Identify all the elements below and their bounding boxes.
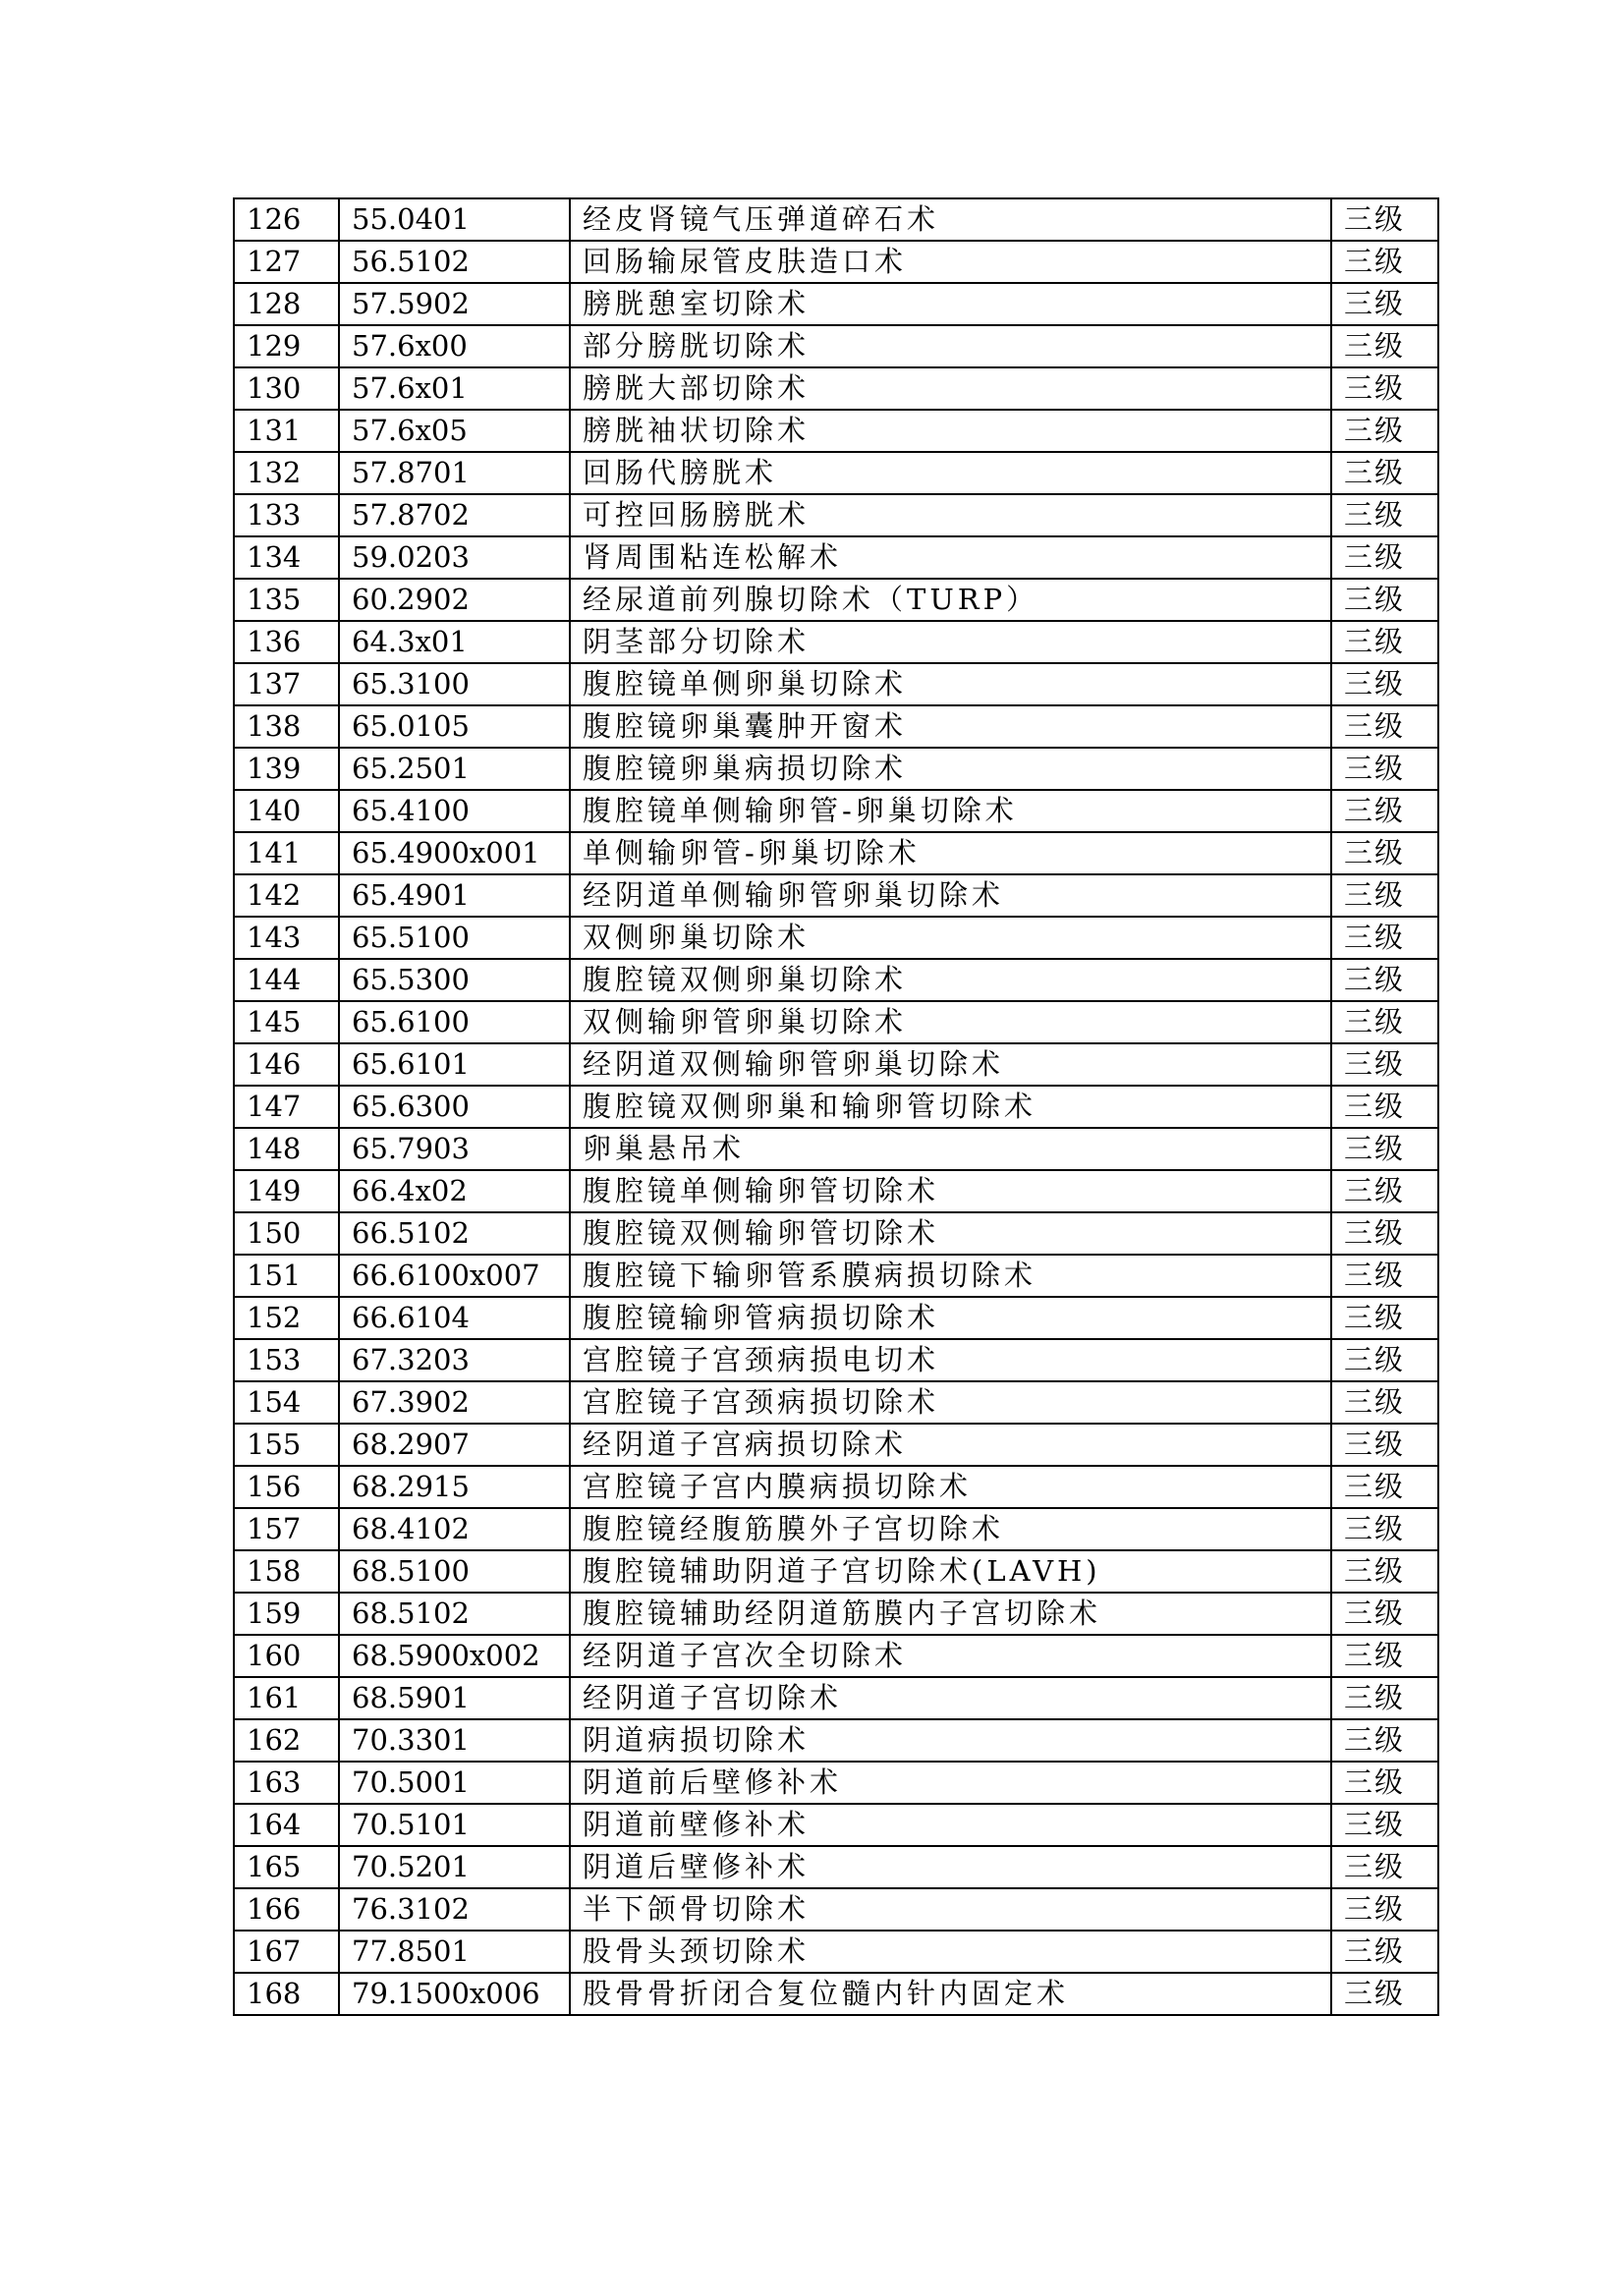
- table-row: [234, 621, 1438, 663]
- row-number-cell: 129: [234, 325, 339, 367]
- row-number-cell: 139: [234, 748, 339, 790]
- procedure-name-cell: 腹腔镜卵巢病损切除术: [570, 748, 1331, 790]
- procedure-code-cell: 65.7903: [339, 1128, 570, 1170]
- surgery-level-cell: 三级: [1331, 1086, 1438, 1128]
- row-number-cell: 145: [234, 1001, 339, 1043]
- procedure-name-cell: 膀胱袖状切除术: [570, 410, 1331, 452]
- procedure-code-cell: 68.4102: [339, 1508, 570, 1550]
- surgery-level-cell: 三级: [1331, 241, 1438, 283]
- surgery-level-cell: 三级: [1331, 579, 1438, 621]
- procedure-code-cell: 65.5300: [339, 959, 570, 1001]
- surgery-level-cell: 三级: [1331, 1550, 1438, 1593]
- row-number-cell: 157: [234, 1508, 339, 1550]
- procedure-code-cell: 66.6100x007: [339, 1255, 570, 1297]
- table-row: [234, 1001, 1438, 1043]
- table-row: [234, 241, 1438, 283]
- table-row: [234, 198, 1438, 241]
- procedure-name-cell: 腹腔镜单侧卵巢切除术: [570, 663, 1331, 705]
- surgery-level-cell: 三级: [1331, 452, 1438, 494]
- procedure-code-cell: 65.5100: [339, 917, 570, 959]
- procedure-code-cell: 57.6x01: [339, 367, 570, 410]
- procedure-name-cell: 经阴道子宫切除术: [570, 1677, 1331, 1719]
- table-row: [234, 874, 1438, 917]
- row-number-cell: 153: [234, 1339, 339, 1381]
- procedure-code-cell: 57.6x05: [339, 410, 570, 452]
- procedure-name-cell: 腹腔镜单侧输卵管-卵巢切除术: [570, 790, 1331, 832]
- surgery-level-cell: 三级: [1331, 325, 1438, 367]
- surgery-level-cell: 三级: [1331, 1170, 1438, 1212]
- surgery-level-cell: 三级: [1331, 1381, 1438, 1424]
- procedure-name-cell: 腹腔镜单侧输卵管切除术: [570, 1170, 1331, 1212]
- procedure-name-cell: 阴道病损切除术: [570, 1719, 1331, 1762]
- procedure-name-cell: 半下颌骨切除术: [570, 1888, 1331, 1931]
- surgery-level-cell: 三级: [1331, 1719, 1438, 1762]
- procedure-code-cell: 66.5102: [339, 1212, 570, 1255]
- table-row: [234, 1846, 1438, 1888]
- procedure-name-cell: 卵巢悬吊术: [570, 1128, 1331, 1170]
- procedure-code-cell: 77.8501: [339, 1931, 570, 1973]
- procedure-code-cell: 65.4100: [339, 790, 570, 832]
- surgery-level-cell: 三级: [1331, 1593, 1438, 1635]
- procedure-code-cell: 65.6100: [339, 1001, 570, 1043]
- row-number-cell: 143: [234, 917, 339, 959]
- row-number-cell: 136: [234, 621, 339, 663]
- procedure-name-cell: 经尿道前列腺切除术（TURP）: [570, 579, 1331, 621]
- table-row: [234, 1677, 1438, 1719]
- procedure-name-cell: 腹腔镜下输卵管系膜病损切除术: [570, 1255, 1331, 1297]
- procedure-code-cell: 56.5102: [339, 241, 570, 283]
- surgery-level-cell: 三级: [1331, 494, 1438, 536]
- row-number-cell: 127: [234, 241, 339, 283]
- surgery-level-cell: 三级: [1331, 621, 1438, 663]
- table-row: [234, 1255, 1438, 1297]
- table-row: [234, 1086, 1438, 1128]
- table-row: [234, 1424, 1438, 1466]
- row-number-cell: 128: [234, 283, 339, 325]
- procedure-code-cell: 60.2902: [339, 579, 570, 621]
- procedure-code-cell: 65.2501: [339, 748, 570, 790]
- table-row: [234, 1804, 1438, 1846]
- row-number-cell: 135: [234, 579, 339, 621]
- row-number-cell: 161: [234, 1677, 339, 1719]
- table-row: [234, 1381, 1438, 1424]
- row-number-cell: 142: [234, 874, 339, 917]
- procedure-code-cell: 67.3203: [339, 1339, 570, 1381]
- surgery-level-cell: 三级: [1331, 1339, 1438, 1381]
- surgery-level-cell: 三级: [1331, 1466, 1438, 1508]
- surgery-level-cell: 三级: [1331, 536, 1438, 579]
- procedure-name-cell: 阴茎部分切除术: [570, 621, 1331, 663]
- table-row: [234, 917, 1438, 959]
- surgery-level-cell: 三级: [1331, 1424, 1438, 1466]
- row-number-cell: 138: [234, 705, 339, 748]
- surgery-level-cell: 三级: [1331, 1846, 1438, 1888]
- procedure-code-cell: 57.8701: [339, 452, 570, 494]
- row-number-cell: 152: [234, 1297, 339, 1339]
- procedure-name-cell: 阴道前壁修补术: [570, 1804, 1331, 1846]
- procedure-name-cell: 腹腔镜辅助经阴道筋膜内子宫切除术: [570, 1593, 1331, 1635]
- procedure-code-cell: 67.3902: [339, 1381, 570, 1424]
- surgery-level-cell: 三级: [1331, 748, 1438, 790]
- surgery-level-cell: 三级: [1331, 410, 1438, 452]
- surgery-level-cell: 三级: [1331, 1255, 1438, 1297]
- procedure-name-cell: 回肠代膀胱术: [570, 452, 1331, 494]
- table-row: [234, 1466, 1438, 1508]
- procedure-name-cell: 腹腔镜卵巢囊肿开窗术: [570, 705, 1331, 748]
- procedure-name-cell: 腹腔镜双侧卵巢和输卵管切除术: [570, 1086, 1331, 1128]
- row-number-cell: 160: [234, 1635, 339, 1677]
- table-row: [234, 1635, 1438, 1677]
- row-number-cell: 131: [234, 410, 339, 452]
- procedure-name-cell: 经皮肾镜气压弹道碎石术: [570, 198, 1331, 241]
- procedure-name-cell: 腹腔镜双侧输卵管切除术: [570, 1212, 1331, 1255]
- procedure-name-cell: 经阴道双侧输卵管卵巢切除术: [570, 1043, 1331, 1086]
- procedure-name-cell: 腹腔镜输卵管病损切除术: [570, 1297, 1331, 1339]
- row-number-cell: 150: [234, 1212, 339, 1255]
- row-number-cell: 126: [234, 198, 339, 241]
- procedure-name-cell: 回肠输尿管皮肤造口术: [570, 241, 1331, 283]
- surgery-level-cell: 三级: [1331, 917, 1438, 959]
- procedure-name-cell: 经阴道子宫次全切除术: [570, 1635, 1331, 1677]
- surgery-level-cell: 三级: [1331, 1128, 1438, 1170]
- table-row: [234, 959, 1438, 1001]
- row-number-cell: 148: [234, 1128, 339, 1170]
- procedure-code-cell: 65.6101: [339, 1043, 570, 1086]
- row-number-cell: 163: [234, 1762, 339, 1804]
- procedure-code-cell: 68.5900x002: [339, 1635, 570, 1677]
- row-number-cell: 146: [234, 1043, 339, 1086]
- surgery-level-cell: 三级: [1331, 959, 1438, 1001]
- row-number-cell: 159: [234, 1593, 339, 1635]
- procedure-code-cell: 57.6x00: [339, 325, 570, 367]
- procedure-code-cell: 68.5901: [339, 1677, 570, 1719]
- table-row: [234, 1762, 1438, 1804]
- row-number-cell: 165: [234, 1846, 339, 1888]
- procedure-code-cell: 65.4900x001: [339, 832, 570, 874]
- row-number-cell: 155: [234, 1424, 339, 1466]
- surgery-level-cell: 三级: [1331, 705, 1438, 748]
- table-row: [234, 1339, 1438, 1381]
- procedure-code-cell: 68.2907: [339, 1424, 570, 1466]
- table-row: [234, 1212, 1438, 1255]
- procedure-code-cell: 59.0203: [339, 536, 570, 579]
- table-row: [234, 367, 1438, 410]
- procedure-name-cell: 宫腔镜子宫颈病损切除术: [570, 1381, 1331, 1424]
- surgery-level-cell: 三级: [1331, 1043, 1438, 1086]
- procedure-code-cell: 76.3102: [339, 1888, 570, 1931]
- row-number-cell: 156: [234, 1466, 339, 1508]
- table-row: [234, 494, 1438, 536]
- table-row: [234, 832, 1438, 874]
- procedure-name-cell: 股骨头颈切除术: [570, 1931, 1331, 1973]
- table-row: [234, 283, 1438, 325]
- table-row: [234, 790, 1438, 832]
- procedure-code-cell: 57.5902: [339, 283, 570, 325]
- surgery-level-cell: 三级: [1331, 1212, 1438, 1255]
- procedure-name-cell: 腹腔镜辅助阴道子宫切除术(LAVH): [570, 1550, 1331, 1593]
- procedure-code-cell: 68.2915: [339, 1466, 570, 1508]
- table-row: [234, 663, 1438, 705]
- surgery-level-cell: 三级: [1331, 198, 1438, 241]
- row-number-cell: 132: [234, 452, 339, 494]
- table-row: [234, 1550, 1438, 1593]
- procedure-code-cell: 64.3x01: [339, 621, 570, 663]
- row-number-cell: 162: [234, 1719, 339, 1762]
- surgery-level-cell: 三级: [1331, 1297, 1438, 1339]
- procedure-code-cell: 68.5100: [339, 1550, 570, 1593]
- table-row: [234, 1043, 1438, 1086]
- row-number-cell: 147: [234, 1086, 339, 1128]
- surgery-level-cell: 三级: [1331, 1635, 1438, 1677]
- table-row: [234, 705, 1438, 748]
- table-row: [234, 1128, 1438, 1170]
- procedure-code-cell: 57.8702: [339, 494, 570, 536]
- table-row: [234, 1888, 1438, 1931]
- surgery-level-cell: 三级: [1331, 790, 1438, 832]
- surgery-level-cell: 三级: [1331, 1973, 1438, 2015]
- surgery-level-cell: 三级: [1331, 874, 1438, 917]
- table-row: [234, 1973, 1438, 2015]
- table-row: [234, 1508, 1438, 1550]
- procedure-code-cell: 65.3100: [339, 663, 570, 705]
- row-number-cell: 130: [234, 367, 339, 410]
- procedure-code-cell: 66.4x02: [339, 1170, 570, 1212]
- surgery-level-cell: 三级: [1331, 663, 1438, 705]
- procedure-name-cell: 可控回肠膀胱术: [570, 494, 1331, 536]
- row-number-cell: 167: [234, 1931, 339, 1973]
- row-number-cell: 140: [234, 790, 339, 832]
- procedure-code-cell: 70.5101: [339, 1804, 570, 1846]
- table-row: [234, 452, 1438, 494]
- table-row: [234, 1719, 1438, 1762]
- surgery-level-cell: 三级: [1331, 1508, 1438, 1550]
- surgery-level-cell: 三级: [1331, 283, 1438, 325]
- surgery-level-cell: 三级: [1331, 832, 1438, 874]
- procedure-name-cell: 经阴道单侧输卵管卵巢切除术: [570, 874, 1331, 917]
- procedure-name-cell: 阴道后壁修补术: [570, 1846, 1331, 1888]
- row-number-cell: 144: [234, 959, 339, 1001]
- row-number-cell: 151: [234, 1255, 339, 1297]
- row-number-cell: 168: [234, 1973, 339, 2015]
- table-row: [234, 748, 1438, 790]
- procedure-table: [233, 197, 1439, 2016]
- procedure-name-cell: 部分膀胱切除术: [570, 325, 1331, 367]
- table-row: [234, 410, 1438, 452]
- row-number-cell: 166: [234, 1888, 339, 1931]
- row-number-cell: 133: [234, 494, 339, 536]
- table-row: [234, 1170, 1438, 1212]
- row-number-cell: 158: [234, 1550, 339, 1593]
- procedure-name-cell: 宫腔镜子宫颈病损电切术: [570, 1339, 1331, 1381]
- procedure-name-cell: 双侧卵巢切除术: [570, 917, 1331, 959]
- surgery-level-cell: 三级: [1331, 1804, 1438, 1846]
- procedure-code-cell: 68.5102: [339, 1593, 570, 1635]
- table-row: [234, 536, 1438, 579]
- surgery-level-cell: 三级: [1331, 1931, 1438, 1973]
- procedure-code-cell: 65.6300: [339, 1086, 570, 1128]
- procedure-code-cell: 70.5001: [339, 1762, 570, 1804]
- procedure-name-cell: 肾周围粘连松解术: [570, 536, 1331, 579]
- procedure-code-cell: 70.5201: [339, 1846, 570, 1888]
- procedure-name-cell: 腹腔镜经腹筋膜外子宫切除术: [570, 1508, 1331, 1550]
- procedure-code-cell: 65.4901: [339, 874, 570, 917]
- row-number-cell: 149: [234, 1170, 339, 1212]
- procedure-code-cell: 70.3301: [339, 1719, 570, 1762]
- procedure-code-cell: 79.1500x006: [339, 1973, 570, 2015]
- procedure-name-cell: 腹腔镜双侧卵巢切除术: [570, 959, 1331, 1001]
- surgery-level-cell: 三级: [1331, 1888, 1438, 1931]
- procedure-table-body: [234, 198, 1438, 2015]
- procedure-name-cell: 膀胱憩室切除术: [570, 283, 1331, 325]
- row-number-cell: 137: [234, 663, 339, 705]
- procedure-name-cell: 膀胱大部切除术: [570, 367, 1331, 410]
- table-row: [234, 1297, 1438, 1339]
- procedure-code-cell: 55.0401: [339, 198, 570, 241]
- table-row: [234, 1931, 1438, 1973]
- procedure-code-cell: 66.6104: [339, 1297, 570, 1339]
- surgery-level-cell: 三级: [1331, 1677, 1438, 1719]
- procedure-code-cell: 65.0105: [339, 705, 570, 748]
- procedure-name-cell: 阴道前后壁修补术: [570, 1762, 1331, 1804]
- procedure-name-cell: 单侧输卵管-卵巢切除术: [570, 832, 1331, 874]
- row-number-cell: 164: [234, 1804, 339, 1846]
- surgery-level-cell: 三级: [1331, 1001, 1438, 1043]
- surgery-level-cell: 三级: [1331, 367, 1438, 410]
- procedure-name-cell: 宫腔镜子宫内膜病损切除术: [570, 1466, 1331, 1508]
- procedure-name-cell: 股骨骨折闭合复位髓内针内固定术: [570, 1973, 1331, 2015]
- row-number-cell: 141: [234, 832, 339, 874]
- table-row: [234, 1593, 1438, 1635]
- row-number-cell: 134: [234, 536, 339, 579]
- procedure-name-cell: 经阴道子宫病损切除术: [570, 1424, 1331, 1466]
- procedure-name-cell: 双侧输卵管卵巢切除术: [570, 1001, 1331, 1043]
- table-row: [234, 325, 1438, 367]
- surgery-level-cell: 三级: [1331, 1762, 1438, 1804]
- table-row: [234, 579, 1438, 621]
- row-number-cell: 154: [234, 1381, 339, 1424]
